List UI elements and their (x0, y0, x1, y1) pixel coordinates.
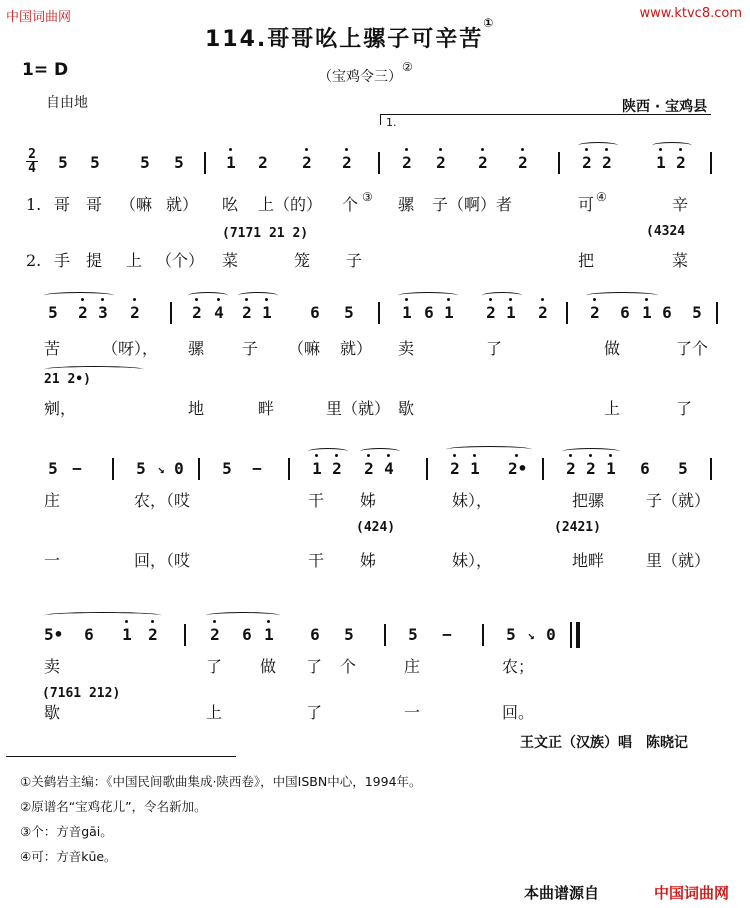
lyric: 把骡 (572, 491, 605, 510)
note: 2• (508, 459, 528, 478)
lyric: 笼 (294, 251, 311, 270)
key-signature: 1= D (22, 60, 69, 80)
lyric: 一 (44, 551, 61, 570)
ornament: (7171 21 2) (222, 226, 309, 241)
lyric-row-3-verse-2 (26, 550, 726, 574)
lyric: 子（就） (646, 491, 711, 510)
footnote-mark: ③ (362, 190, 373, 204)
note: 2 (482, 302, 500, 324)
slur (308, 448, 348, 455)
slur (586, 292, 658, 299)
subtitle (318, 60, 413, 86)
note: 2 (598, 152, 616, 174)
footnote-divider (6, 756, 236, 757)
note: 5 (678, 459, 688, 478)
note: 1 (260, 624, 278, 646)
note: 2 (446, 458, 464, 480)
lyric: 提 (86, 251, 103, 270)
note: 2 (238, 302, 256, 324)
lyric: 了个 (676, 339, 709, 358)
lyric: 就） (340, 339, 373, 358)
lyric: 1. (26, 195, 42, 214)
lyric: 吆 (222, 195, 239, 214)
note: 1 (440, 302, 458, 324)
title-footnote-mark: ① (483, 16, 496, 30)
lyric: （嘛 (120, 195, 153, 214)
volta-bracket (380, 114, 711, 125)
lyric: 个 (340, 657, 357, 676)
lyric: 菜 (222, 251, 239, 270)
final-bar-thin (570, 622, 572, 648)
note: 1 (652, 152, 670, 174)
note: 1 (258, 302, 276, 324)
lyric: （嘛 (288, 339, 321, 358)
slur (360, 448, 400, 455)
note: 5 (48, 303, 58, 322)
lyric: 上 (126, 251, 143, 270)
lyric: 子 (346, 251, 363, 270)
subtitle-footnote-mark: ② (402, 60, 413, 74)
bar-line (198, 458, 200, 480)
bar-line (558, 152, 560, 174)
lyric-row-1-verse-2 (26, 250, 726, 274)
note: − (442, 625, 452, 644)
note: 5 (506, 625, 516, 644)
note: 2 (586, 302, 604, 324)
footnote-2: ②原谱名“宝鸡花儿”，令名新加。 (20, 799, 207, 814)
lyric: 里（就） (646, 551, 711, 570)
note: 2 (328, 458, 346, 480)
lyric: 哥 (86, 195, 103, 214)
lyric: 回。 (502, 703, 535, 722)
note: 5 (174, 153, 184, 172)
note: 6 (640, 459, 650, 478)
footnote-mark: ④ (596, 190, 607, 204)
slur (188, 292, 228, 299)
slur (44, 612, 162, 619)
note: 2 (338, 152, 356, 174)
watermark-left[interactable]: 中国词曲网 (6, 10, 72, 25)
note: 2 (206, 624, 224, 646)
lyric: 做 (260, 657, 277, 676)
note: − (72, 459, 82, 478)
lyric: 畔 (258, 399, 275, 418)
lyric: 个 (342, 195, 359, 214)
bar-line (710, 152, 712, 174)
slur (44, 292, 114, 299)
note: 3 (94, 302, 112, 324)
lyric: 卖 (44, 657, 61, 676)
note: 2 (578, 152, 596, 174)
note: 5 (140, 153, 150, 172)
note: 6 (84, 625, 94, 644)
source-label: 本曲谱源自 (524, 884, 600, 902)
lyric: 了 (206, 657, 223, 676)
lyric-row-2-verse-2 (26, 398, 726, 422)
ornament: (2421) (554, 520, 601, 535)
breath-mark: ↘ (527, 628, 535, 642)
bar-line (288, 458, 290, 480)
note: 5 (90, 153, 100, 172)
ornament: (7161 212) (42, 686, 121, 701)
bar-line (384, 624, 386, 646)
footnote-1: ①关鹤岩主编：《中国民间歌曲集成·陕西卷》，中国ISBN中心，1994年。 (20, 774, 422, 789)
slur (482, 292, 522, 299)
lyric: 子 (242, 339, 259, 358)
note: 0 (546, 625, 556, 644)
lyric-row-3-verse-1 (26, 490, 726, 514)
note: 5 (408, 625, 418, 644)
slur (44, 366, 144, 373)
bar-line (710, 458, 712, 480)
bar-line (170, 302, 172, 324)
ornament: 21 2•) (44, 372, 91, 387)
note: 2 (562, 458, 580, 480)
lyric: 里（就） (326, 399, 391, 418)
time-sig-top: 2 (28, 147, 36, 162)
note: 2 (672, 152, 690, 174)
bar-line (378, 152, 380, 174)
lyric: 把 (578, 251, 595, 270)
lyric: （呀）， (102, 339, 159, 358)
lyric-row-1-verse-1 (26, 190, 726, 218)
lyric: 干 (308, 551, 325, 570)
slur (652, 142, 692, 149)
lyric: 妹）， (452, 551, 493, 570)
bar-line (204, 152, 206, 174)
bar-line (426, 458, 428, 480)
lyric: 了 (676, 399, 693, 418)
note: 1 (308, 458, 326, 480)
lyric: 子（啊）者 (432, 195, 513, 214)
note: 5• (44, 625, 64, 644)
lyric: 了 (306, 657, 323, 676)
bar-line (482, 624, 484, 646)
lyric: 了 (486, 339, 503, 358)
bar-line (542, 458, 544, 480)
lyric: 回，（哎 (134, 551, 191, 570)
note: 5 (344, 625, 354, 644)
lyric: 2. (26, 251, 42, 270)
note: 2 (582, 458, 600, 480)
lyric: 辛 (672, 195, 689, 214)
note: 1 (466, 458, 484, 480)
lyric: 农； (502, 657, 535, 676)
note: − (252, 459, 262, 478)
note: 2 (74, 302, 92, 324)
note: 2 (534, 302, 552, 324)
lyric: 骡 (398, 195, 415, 214)
bar-line (716, 302, 718, 324)
slur (578, 142, 618, 149)
lyric: 做 (604, 339, 621, 358)
note: 6 (662, 303, 672, 322)
slur (206, 612, 280, 619)
note: 5 (222, 459, 232, 478)
song-title (205, 16, 496, 53)
lyric: 可 (578, 195, 595, 214)
lyric: 上 (206, 703, 223, 722)
note: 2 (514, 152, 532, 174)
footnote-4: ④可：方音kūe。 (20, 849, 117, 864)
ornament: (4324 (646, 224, 686, 239)
score-row-4 (26, 624, 726, 652)
note: 5 (692, 303, 702, 322)
lyric: 上 (604, 399, 621, 418)
lyric: 妹）， (452, 491, 493, 510)
note: 1 (502, 302, 520, 324)
lyric: 歇 (398, 399, 415, 418)
lyric: 苦 (44, 339, 61, 358)
ornament: (424) (356, 520, 396, 535)
note: 1 (398, 302, 416, 324)
note: 2 (398, 152, 416, 174)
performer-credit: 王文正（汉族）唱 陈晓记 (520, 735, 688, 751)
slur (446, 446, 532, 453)
lyric: 手 (54, 251, 71, 270)
note: 2 (432, 152, 450, 174)
lyric: 庄 (404, 657, 421, 676)
score-row-1 (26, 147, 726, 180)
bar-line (566, 302, 568, 324)
score-row-3 (26, 458, 726, 486)
note: 6 (310, 625, 320, 644)
note: 5 (58, 153, 68, 172)
note: 6 (310, 303, 320, 322)
note: 1 (222, 152, 240, 174)
lyric: 庄 (44, 491, 61, 510)
note: 6 (620, 303, 630, 322)
lyric: 姊 (360, 491, 377, 510)
note: 2 (360, 458, 378, 480)
lyric: 农，（哎 (134, 491, 191, 510)
lyric: （个） (156, 251, 205, 270)
final-bar-thick (576, 622, 580, 648)
lyric: 就） (166, 195, 199, 214)
lyric-row-4-verse-1 (26, 656, 726, 680)
note: 0 (174, 459, 184, 478)
lyric: 剜， (44, 399, 77, 418)
note: 4 (210, 302, 228, 324)
subtitle-text: （宝鸡令三） (318, 69, 402, 85)
note: 6 (242, 625, 252, 644)
note: 6 (424, 303, 434, 322)
note: 2 (126, 302, 144, 324)
volta-label: 1. (386, 116, 397, 129)
lyric: 地 (188, 399, 205, 418)
origin-label: 陕西 · 宝鸡县 (622, 99, 708, 115)
slur (562, 448, 620, 455)
note: 2 (474, 152, 492, 174)
song-title-text: 114.哥哥吆上骡子可辛苦 (205, 27, 484, 52)
note: 2 (258, 153, 268, 172)
note: 5 (48, 459, 58, 478)
note: 1 (602, 458, 620, 480)
bar-line (184, 624, 186, 646)
score-row-2 (26, 302, 726, 330)
lyric: 卖 (398, 339, 415, 358)
slur (398, 292, 458, 299)
breath-mark: ↘ (157, 462, 165, 476)
watermark-bottom-right[interactable]: 中国词曲网 (654, 884, 730, 902)
lyric: 地畔 (572, 551, 605, 570)
note: 5 (344, 303, 354, 322)
lyric-row-2-verse-1 (26, 338, 726, 362)
lyric: 哥 (54, 195, 71, 214)
footnote-3: ③个：方音gāi。 (20, 824, 113, 839)
lyric: 菜 (672, 251, 689, 270)
time-sig-bottom: 4 (26, 161, 38, 175)
tempo-marking: 自由地 (46, 95, 88, 111)
note: 4 (380, 458, 398, 480)
note: 1 (118, 624, 136, 646)
note: 2 (298, 152, 316, 174)
lyric: 上（的） (258, 195, 323, 214)
lyric-row-4-verse-2 (26, 702, 726, 726)
lyric: 干 (308, 491, 325, 510)
lyric: 姊 (360, 551, 377, 570)
lyric: 歇 (44, 703, 61, 722)
slur (238, 292, 278, 299)
watermark-right[interactable]: www.ktvc8.com (639, 6, 742, 21)
lyric: 了 (306, 703, 323, 722)
lyric: 骡 (188, 339, 205, 358)
note: 2 (188, 302, 206, 324)
note: 1 (638, 302, 656, 324)
bar-line (378, 302, 380, 324)
lyric: 一 (404, 703, 421, 722)
note: 5 (136, 459, 146, 478)
time-signature (26, 148, 38, 175)
note: 2 (144, 624, 162, 646)
bar-line (112, 458, 114, 480)
